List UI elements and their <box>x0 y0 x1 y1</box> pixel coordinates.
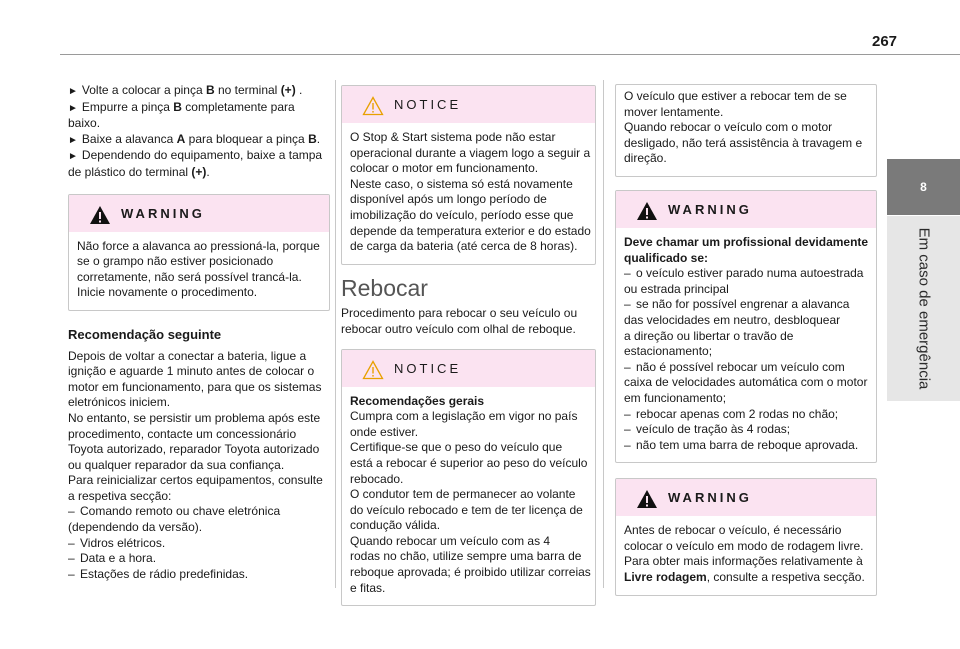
step-continuation: baixo. <box>68 116 101 131</box>
text-line: ou qualquer reparador da sua confiança. <box>68 457 285 472</box>
warning-box <box>615 190 877 463</box>
notice-triangle-icon <box>362 96 384 116</box>
warning-box <box>68 194 330 311</box>
warning-triangle-icon <box>636 201 658 221</box>
notice-continuation-body <box>616 85 876 176</box>
page-number: 267 <box>872 33 898 50</box>
warning-box <box>615 478 877 595</box>
list-item-continuation: caixa de velocidades automática com o motor <box>624 375 868 390</box>
text-line: Antes de rebocar o veículo, é necessário <box>624 523 842 538</box>
text-line: rebocado. <box>350 471 404 486</box>
list-item: – Data e a hora. <box>68 551 157 566</box>
list-item: – não é possível rebocar um veículo com <box>624 359 845 374</box>
text-line: se o grampo não estiver posicionado <box>77 254 274 269</box>
text-line: Para reinicializar certos equipamentos, consulte <box>68 473 323 488</box>
text-line: Livre rodagem, consulte a respetiva secção. <box>624 570 865 585</box>
list-item: – se não for possível engrenar a alavanca <box>624 297 850 312</box>
text-line: Quando rebocar o veículo com o motor <box>624 120 833 135</box>
text-line: mover lentamente. <box>624 104 724 119</box>
chapter-title: Em caso de emergência <box>915 227 932 390</box>
text-line: direção. <box>624 151 667 166</box>
notice-triangle-icon <box>362 360 384 380</box>
list-item-continuation: ou estrada principal <box>624 281 729 296</box>
step-item: ► Dependendo do equipamento, baixe a tampa <box>68 148 323 163</box>
list-item-continuation: em funcionamento; <box>624 390 727 405</box>
notice-box <box>341 349 596 607</box>
chapter-tab[interactable] <box>887 216 960 401</box>
step-item: ► Volte a colocar a pinça B no terminal (+) . <box>68 83 303 97</box>
notice-header <box>342 86 595 123</box>
warning-body <box>616 228 876 462</box>
text-line: Inicie novamente o procedimento. <box>77 285 258 300</box>
text-line: depende da temperatura exterior e do estado <box>350 223 591 238</box>
step-continuation: de plástico do terminal (+). <box>68 164 210 179</box>
text-line: onde estiver. <box>350 424 419 439</box>
text-line: No entanto, se persistir um problema após este <box>68 410 321 425</box>
list-item: – o veículo estiver parado numa autoestrada <box>624 266 864 281</box>
section-heading: Recomendação seguinte <box>68 326 222 342</box>
text-line: eletrónicos iniciem. <box>68 395 171 410</box>
notice-body <box>342 123 595 264</box>
warning-body <box>69 232 329 310</box>
step-arrow-icon: ► <box>68 151 78 163</box>
chapter-number: 8 <box>920 180 927 194</box>
step-item: ► Empurre a pinça B completamente para <box>68 99 295 114</box>
column-1 <box>68 83 330 582</box>
text-line: imobilização do veículo, período esse que <box>350 207 574 222</box>
list-item-continuation: a direção ou libertar o travão de <box>624 328 794 343</box>
text-line: está a rebocar é superior ao peso do veículo <box>350 455 588 470</box>
warning-title: WARNING <box>668 490 752 506</box>
list-item: – rebocar apenas com 2 rodas no chão; <box>624 406 839 421</box>
warning-title: WARNING <box>668 201 752 217</box>
step-item: ► Baixe a alavanca A para bloquear a pinça B. <box>68 131 321 146</box>
text-line: e fitas. <box>350 580 386 595</box>
text-line: corretamente, não será possível trancá-la. <box>77 269 302 284</box>
text-line: desligado, não terá assistência à travagem e <box>624 135 863 150</box>
text-line: qualificado se: <box>624 250 709 265</box>
list-item: – Estações de rádio predefinidas. <box>68 566 249 581</box>
notice-subtitle: Recomendações gerais <box>350 393 485 408</box>
list-item-continuation: das velocidades em neutro, desbloquear <box>624 312 841 327</box>
text-line: reboque aprovada; é proibido utilizar correias <box>350 565 591 580</box>
notice-title: NOTICE <box>394 97 462 112</box>
warning-title: WARNING <box>121 205 205 221</box>
column-divider <box>335 80 336 588</box>
text-line: Procedimento para rebocar o seu veículo ou <box>341 306 578 321</box>
column-3 <box>615 84 877 596</box>
text-line: Toyota autorizado, reparador Toyota autorizado <box>68 442 320 457</box>
text-line: operacional durante a viagem logo a seguir a <box>350 145 591 160</box>
column-divider <box>603 80 604 588</box>
warning-body <box>616 516 876 594</box>
section-title: Rebocar <box>341 274 428 301</box>
text-line: Cumpra com a legislação em vigor no país <box>350 409 578 424</box>
steps-list <box>68 83 330 181</box>
text-line: a respetiva secção: <box>68 488 172 503</box>
text-line: Para obter mais informações relativamente à <box>624 554 863 569</box>
text-line: de carga da bateria (até cerca de 8 horas). <box>350 239 578 254</box>
text-line: ignição e aguarde 1 minuto antes de colocar o <box>68 364 315 379</box>
list-item: – veículo de tração às 4 rodas; <box>624 422 791 437</box>
warning-triangle-icon <box>636 489 658 509</box>
text-line: Certifique-se que o peso do veículo que <box>350 440 563 455</box>
header-rule <box>60 54 960 55</box>
list-item-continuation: (dependendo da versão). <box>68 520 203 535</box>
notice-title: NOTICE <box>394 360 462 376</box>
notice-body <box>342 387 595 606</box>
text-line: procedimento, contacte um concessionário <box>68 426 297 441</box>
text-line: Deve chamar um profissional devidamente <box>624 234 869 249</box>
list-item-continuation: estacionamento; <box>624 344 713 359</box>
text-line: do veículo rebocado e tem de ter licença de <box>350 502 583 517</box>
warning-triangle-icon <box>89 205 111 225</box>
text-line: motor em funcionamento, para que os sistemas <box>68 379 322 394</box>
text-line: disponível após um longo período de <box>350 192 547 207</box>
text-line: O Stop & Start sistema pode não estar <box>350 130 556 144</box>
intro-text <box>341 306 596 337</box>
text-line: rebocar outro veículo com olhal de reboque. <box>341 321 576 336</box>
warning-header <box>616 191 876 228</box>
step-arrow-icon: ► <box>68 86 78 97</box>
text-line: Depois de voltar a conectar a bateria, ligue a <box>68 348 307 363</box>
text-line: rodas no chão, utilize sempre uma barra de <box>350 549 582 564</box>
text-line: Neste caso, o sistema só está novamente <box>350 176 573 191</box>
list-item: – Comando remoto ou chave eletrónica <box>68 504 281 519</box>
text-line: O condutor tem de permanecer ao volante <box>350 487 576 502</box>
text-line: Quando rebocar um veículo com as 4 <box>350 533 551 548</box>
text-line: colocar o veículo em modo de rodagem livre. <box>624 538 864 553</box>
step-arrow-icon: ► <box>68 102 78 114</box>
notice-header <box>342 350 595 387</box>
text-line: colocar o motor em funcionamento. <box>350 161 539 176</box>
text-line: condução válida. <box>350 518 441 533</box>
step-arrow-icon: ► <box>68 134 78 146</box>
text-line: Não force a alavanca ao pressioná-la, porque <box>77 238 320 253</box>
notice-continuation-box <box>615 84 877 177</box>
column-2 <box>341 85 596 606</box>
notice-box <box>341 85 596 265</box>
list-item: – não tem uma barra de reboque aprovada. <box>624 437 859 452</box>
warning-header <box>616 479 876 516</box>
text-line: O veículo que estiver a rebocar tem de se <box>624 89 847 103</box>
warning-header <box>69 195 329 232</box>
list-item: – Vidros elétricos. <box>68 535 166 550</box>
chapter-tab-number[interactable] <box>887 159 960 215</box>
recommendation-text <box>68 349 330 583</box>
